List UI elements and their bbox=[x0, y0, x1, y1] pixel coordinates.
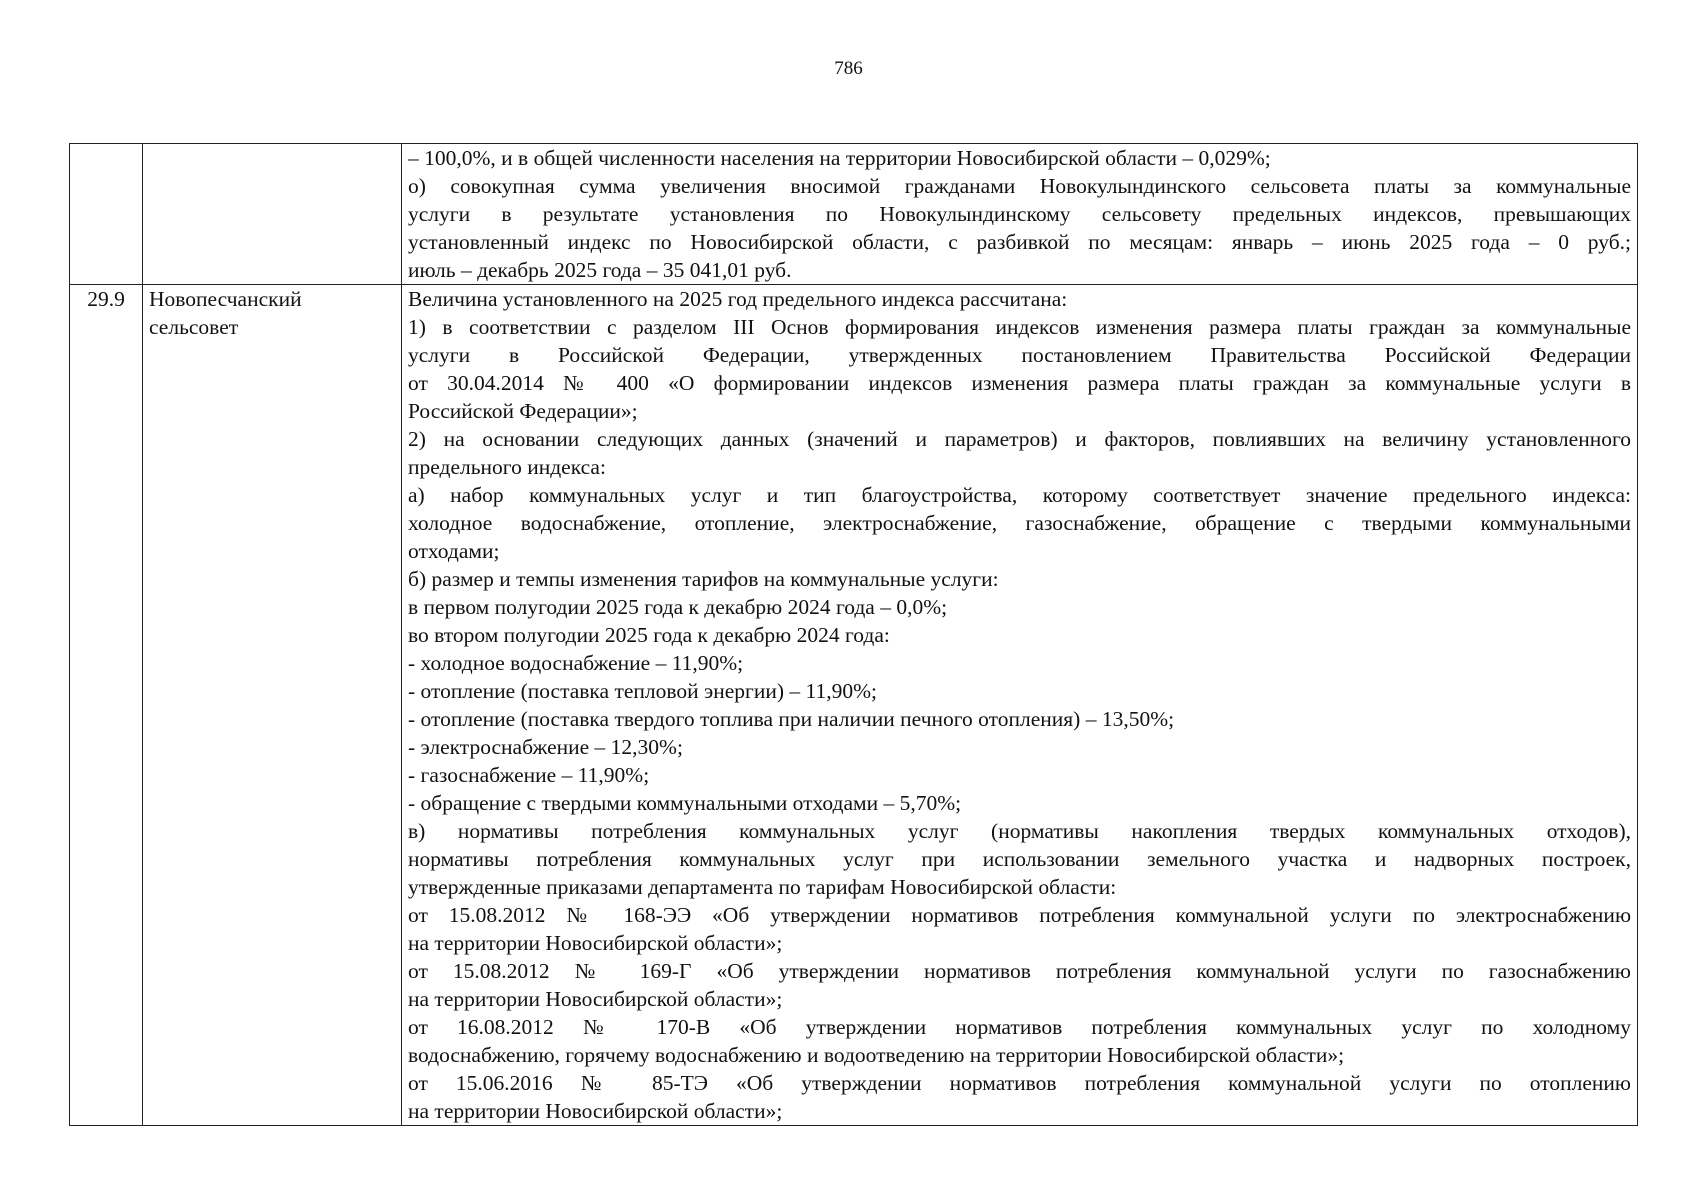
text-line: Величина установленного на 2025 год предельного индекса рассчитана: bbox=[408, 287, 1068, 311]
text-line: нормативы потребления коммунальных услуг при использовании земельного участка и надворных построек, bbox=[408, 847, 1631, 871]
text-line: 2) на основании следующих данных (значений и параметров) и факторов, повлиявших на величину установленного bbox=[408, 427, 1631, 451]
text-line: услуги в результате установления по Новокулындинскому сельсовету предельных индексов, превышающих bbox=[408, 202, 1631, 226]
table-row bbox=[70, 144, 1638, 285]
text-line: а) набор коммунальных услуг и тип благоустройства, которому соответствует значение предельного индекса: bbox=[408, 483, 1631, 507]
text-line: от 15.06.2016 № 85-ТЭ «Об утверждении нормативов потребления коммунальной услуги по отоплению bbox=[408, 1071, 1631, 1095]
text-line: от 15.08.2012 № 169-Г «Об утверждении нормативов потребления коммунальной услуги по газоснабжению bbox=[408, 959, 1631, 983]
table-body bbox=[70, 144, 1638, 1126]
text-line: - отопление (поставка твердого топлива при наличии печного отопления) – 13,50%; bbox=[408, 707, 1175, 731]
text-line: - обращение с твердыми коммунальными отходами – 5,70%; bbox=[408, 791, 962, 815]
description-cell bbox=[402, 285, 1638, 1126]
text-line: услуги в Российской Федерации, утвержденных постановлением Правительства Российской Федерации bbox=[408, 343, 1631, 367]
text-line: о) совокупная сумма увеличения вносимой гражданами Новокулындинского сельсовета платы за коммунальные bbox=[408, 174, 1631, 198]
text-line: от 30.04.2014 № 400 «О формировании индексов изменения размера платы граждан за коммунальные услуги в bbox=[408, 371, 1631, 395]
document-table bbox=[69, 143, 1638, 1126]
text-line: в первом полугодии 2025 года к декабрю 2024 года – 0,0%; bbox=[408, 595, 948, 619]
text-line: июль – декабрь 2025 года – 35 041,01 руб. bbox=[408, 258, 792, 282]
text-line: б) размер и темпы изменения тарифов на коммунальные услуги: bbox=[408, 567, 999, 591]
text-line: Российской Федерации»; bbox=[408, 399, 638, 423]
text-line: 1) в соответствии с разделом III Основ формирования индексов изменения размера платы граждан за коммунальные bbox=[408, 315, 1631, 339]
row-number bbox=[70, 144, 143, 285]
text-line: - электроснабжение – 12,30%; bbox=[408, 735, 683, 759]
page-number: 786 bbox=[834, 58, 863, 79]
text-line: утвержденные приказами департамента по тарифам Новосибирской области: bbox=[408, 875, 1117, 899]
text-line: во втором полугодии 2025 года к декабрю 2024 года: bbox=[408, 623, 890, 647]
text-line: - холодное водоснабжение – 11,90%; bbox=[408, 651, 744, 675]
text-line: – 100,0%, и в общей численности населения на территории Новосибирской области – 0,029%; bbox=[408, 146, 1271, 170]
text-line: водоснабжению, горячему водоснабжению и водоотведению на территории Новосибирской области»; bbox=[408, 1043, 1345, 1067]
text-line: от 16.08.2012 № 170-В «Об утверждении нормативов потребления коммунальных услуг по холодному bbox=[408, 1015, 1631, 1039]
text-line: на территории Новосибирской области»; bbox=[408, 987, 783, 1011]
text-line: в) нормативы потребления коммунальных услуг (нормативы накопления твердых коммунальных отходов), bbox=[408, 819, 1631, 843]
municipality-name: Новопесчанский сельсовет bbox=[143, 285, 402, 1126]
text-line: предельного индекса: bbox=[408, 455, 606, 479]
municipality-name bbox=[143, 144, 402, 285]
text-line: - отопление (поставка тепловой энергии) – 11,90%; bbox=[408, 679, 877, 703]
table-row bbox=[70, 285, 1638, 1126]
text-line: на территории Новосибирской области»; bbox=[408, 931, 783, 955]
text-line: от 15.08.2012 № 168-ЭЭ «Об утверждении нормативов потребления коммунальной услуги по электроснабжению bbox=[408, 903, 1631, 927]
text-line: - газоснабжение – 11,90%; bbox=[408, 763, 650, 787]
text-line: на территории Новосибирской области»; bbox=[408, 1099, 783, 1123]
description-cell bbox=[402, 144, 1638, 285]
text-line: холодное водоснабжение, отопление, электроснабжение, газоснабжение, обращение с твердыми коммунальными bbox=[408, 511, 1631, 535]
text-line: установленный индекс по Новосибирской области, с разбивкой по месяцам: январь – июнь 2025 года – 0 руб.; bbox=[408, 230, 1631, 254]
row-number: 29.9 bbox=[70, 285, 143, 1126]
text-line: отходами; bbox=[408, 539, 500, 563]
